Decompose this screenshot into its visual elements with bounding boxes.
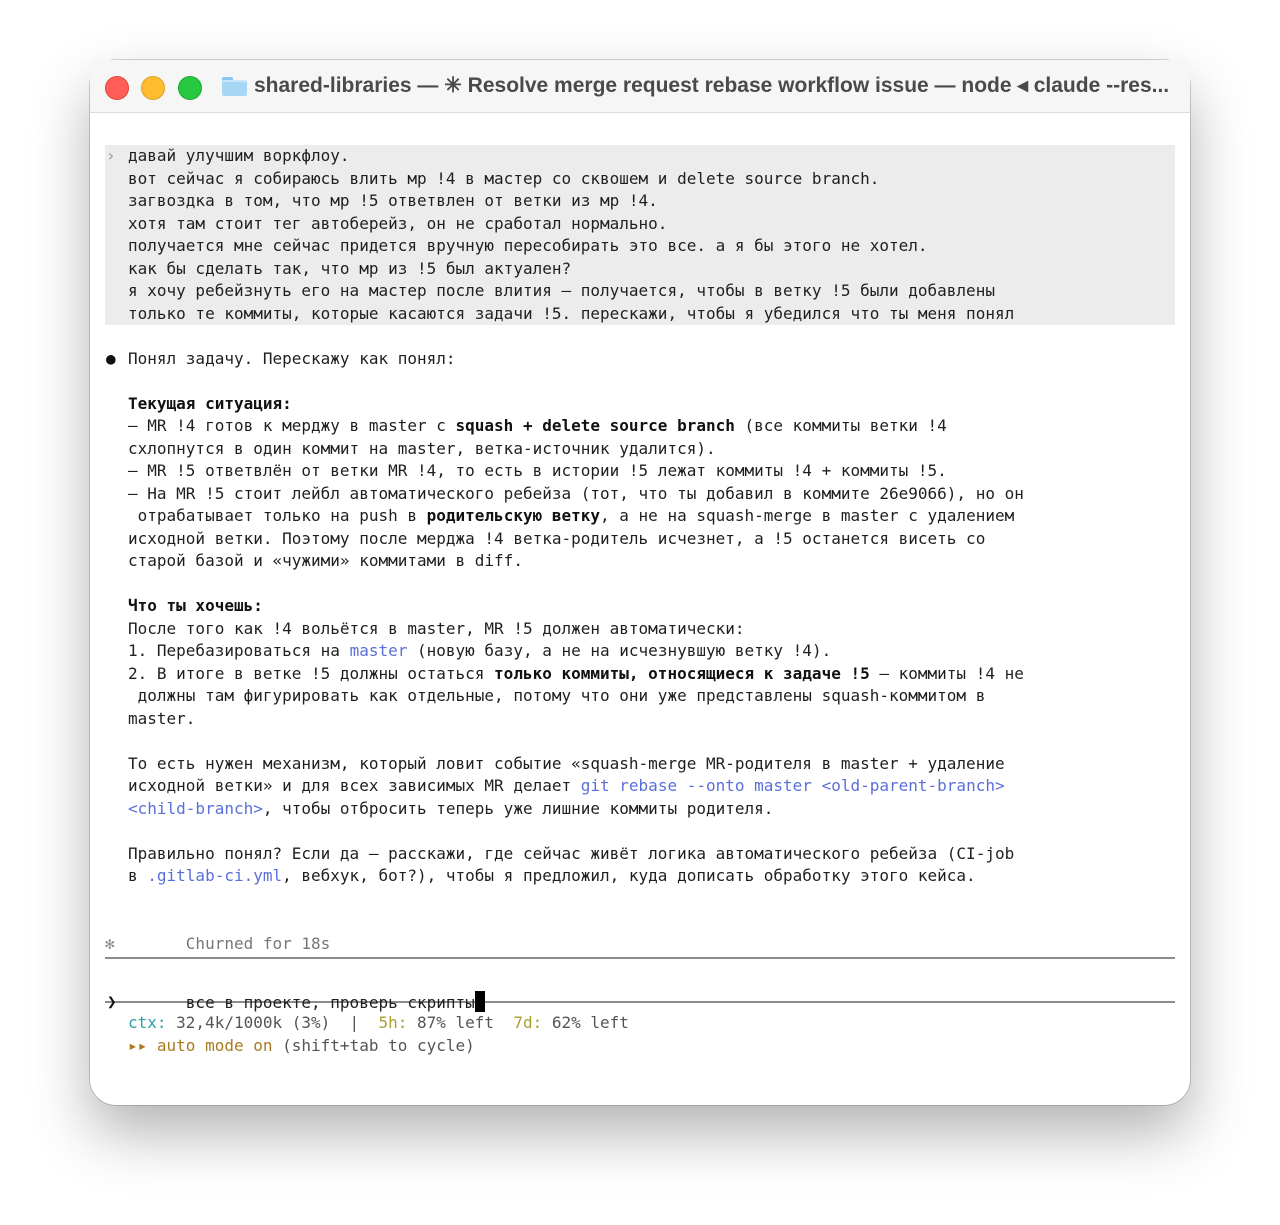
user-message-line: только те коммиты, которые касаются задачи !5. перескажи, чтобы я убедился что ты меня понял — [128, 303, 1015, 323]
message-line: старой базой и «чужими» коммитами в diff. — [128, 551, 523, 570]
message-line: в .gitlab-ci.yml, вебхук, бот?), чтобы я предложил, куда дописать обработку этого кейса. — [128, 866, 976, 885]
asterisk-icon: ✻ — [105, 933, 115, 953]
folder-icon — [222, 77, 247, 96]
assistant-message — [105, 348, 1175, 888]
prompt-chevron-icon: › — [106, 146, 116, 165]
message-line: – На MR !5 стоит лейбл автоматического ребейза (тот, что ты добавил в коммите 26e9066), но он — [128, 483, 1024, 503]
message-line: – MR !5 ответвлён от ветки MR !4, то есть в истории !5 лежат коммиты !4 + коммиты !5. — [128, 461, 947, 480]
message-line: отрабатывает только на push в родительскую ветку, а не на squash-merge в master с удалением — [128, 506, 1015, 525]
close-window-button[interactable] — [105, 76, 129, 100]
message-line: 2. В итоге в ветке !5 должны остаться только коммиты, относящиеся к задаче !5 — коммиты !4 не — [128, 663, 1024, 683]
message-line: <child-branch>, чтобы отбросить теперь уже лишние коммиты родителя. — [128, 798, 774, 818]
churn-status: ✻ Churned for 18s — [105, 910, 1175, 933]
input-row[interactable] — [105, 969, 1175, 1012]
user-message-line: как бы сделать так, что мр из !5 был актуален? — [128, 258, 572, 278]
inline-code: master — [349, 641, 408, 660]
zoom-window-button[interactable] — [178, 76, 202, 100]
title-bar — [90, 60, 1190, 113]
assistant-intro: Понял задачу. Перескажу как понял: — [128, 348, 456, 368]
message-line: Правильно понял? Если да — расскажи, где сейчас живёт логика автоматического ребейза (CI-job — [128, 843, 1015, 863]
user-message-line: давай улучшим воркфлоу. — [128, 146, 350, 165]
input-chevron-icon: ❯ — [107, 992, 117, 1011]
window-title: shared-libraries — ✳ Resolve merge request rebase workflow issue — node ◂ claude --res... — [254, 74, 1170, 97]
message-line: – MR !4 готов к мерджу в master с squash + delete source branch (все коммиты ветки !4 — [128, 416, 947, 435]
inline-code: <child-branch> — [128, 798, 263, 818]
terminal-window — [90, 60, 1190, 1105]
section-heading: Текущая ситуация: — [128, 393, 292, 413]
minimize-window-button[interactable] — [141, 76, 165, 100]
text-cursor — [475, 991, 485, 1012]
user-message — [105, 145, 1175, 325]
section-heading: Что ты хочешь: — [128, 596, 263, 615]
message-line: После того как !4 вольётся в master, MR !5 должен автоматически: — [128, 618, 745, 638]
message-line: схлопнутся в один коммит на master, ветка-источник удалится). — [128, 438, 716, 458]
inline-code: .gitlab-ci.yml — [147, 866, 283, 885]
mode-line[interactable]: ▸▸ auto mode on (shift+tab to cycle) — [128, 1035, 475, 1055]
message-line: 1. Перебазироваться на master (новую базу, а не на исчезнувшую ветку !4). — [128, 641, 832, 660]
message-line: исходной ветки» и для всех зависимых MR делает git rebase --onto master <old-parent-branch> — [128, 776, 1005, 795]
user-message-line: вот сейчас я собираюсь влить мр !4 в мастер со сквошем и delete source branch. — [128, 168, 880, 188]
auto-mode-indicator: ▸▸ auto mode on — [128, 1035, 273, 1055]
prompt-input[interactable]: все в проекте, проверь скрипты — [185, 993, 475, 1012]
user-message-line: получается мне сейчас придется вручную пересобирать это все. а я бы этого не хотел. — [128, 236, 928, 255]
user-message-line: загвоздка в том, что мр !5 ответвлен от ветки из мр !4. — [128, 191, 658, 210]
user-message-line: я хочу ребейзнуть его на мастер после влития – получается, чтобы в ветку !5 были добавлены — [128, 281, 995, 300]
input-divider-top — [105, 957, 1175, 959]
bullet-icon: ● — [106, 348, 116, 368]
message-line: исходной ветки. Поэтому после мерджа !4 ветка-родитель исчезнет, а !5 останется висеть со — [128, 528, 986, 548]
message-line: должны там фигурировать как отдельные, потому что они уже представлены squash-коммитом в — [128, 686, 986, 705]
terminal-content — [105, 145, 1175, 1057]
user-message-line: хотя там стоит тег автоберейз, он не сработал нормально. — [128, 213, 668, 233]
message-line: master. — [128, 708, 196, 728]
status-line: ctx: 32,4k/1000k (3%) | 5h: 87% left 7d: 62% left — [128, 1013, 629, 1032]
message-line: То есть нужен механизм, который ловит событие «squash-merge MR-родителя в master + удаление — [128, 753, 1005, 773]
inline-code: git rebase --onto master <old-parent-branch> — [580, 776, 1005, 795]
